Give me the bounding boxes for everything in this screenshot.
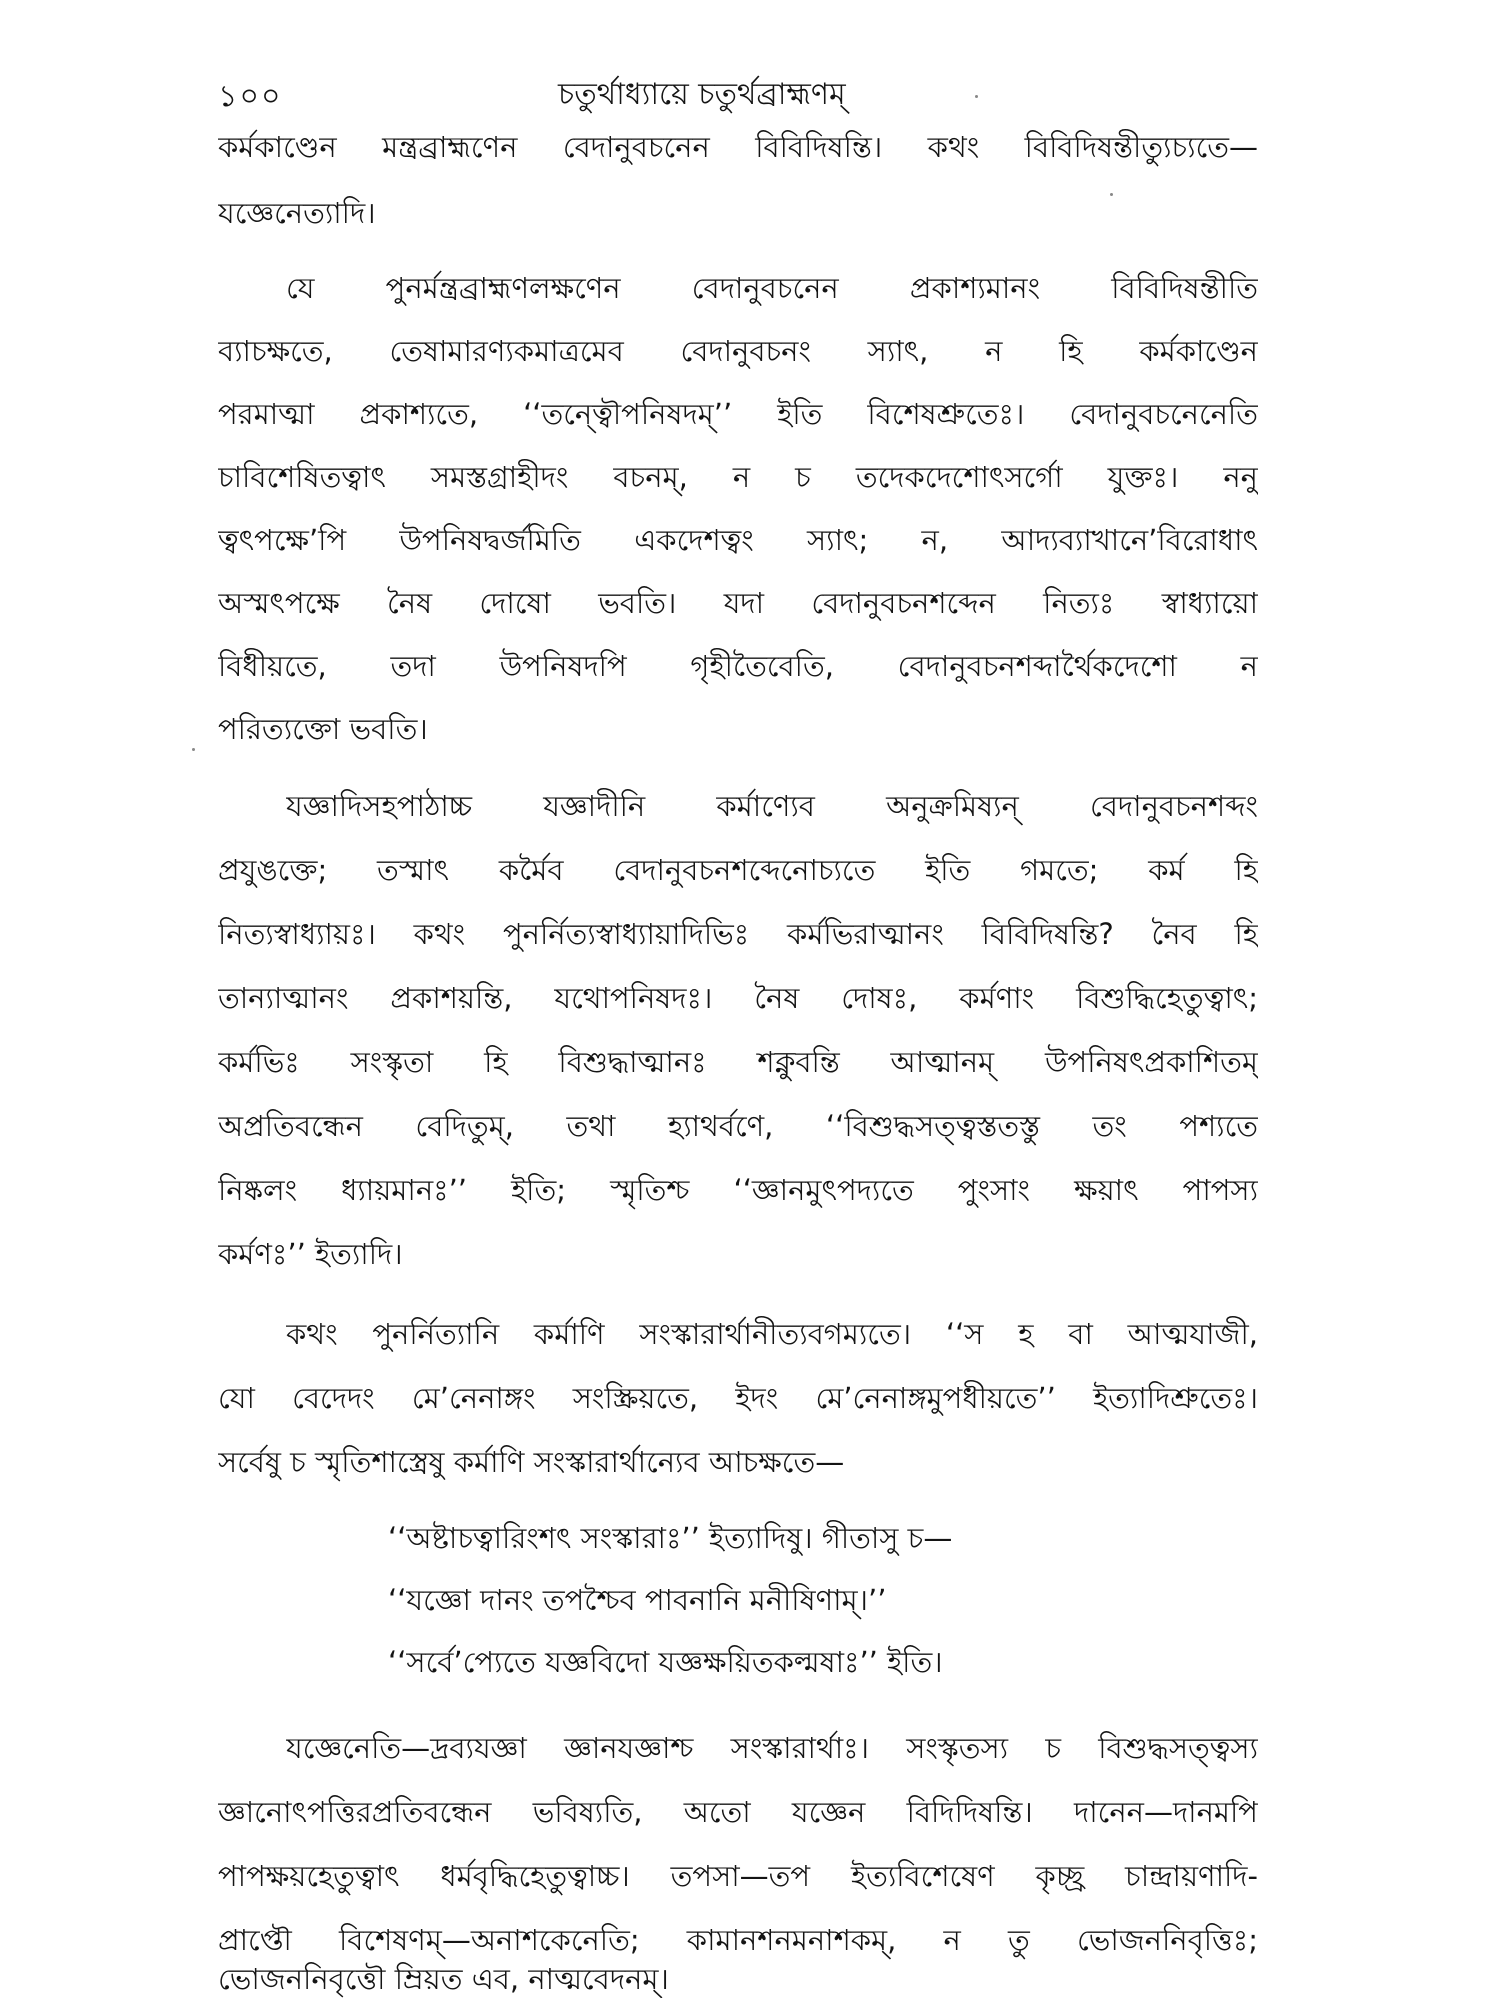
page-header (218, 62, 1258, 122)
paragraph-3-line: অপ্রতিবন্ধেন বেদিতুম্, তথা হ্যাথর্বণে, ‘‘বিশুদ্ধসত্ত্বস্ততস্তু তং পশ্যতে (218, 1109, 1258, 1143)
paragraph-4-line: সর্বেষু চ স্মৃতিশাস্ত্রেষু কর্মাণি সংস্কারার্থান্যেব আচক্ষতে— (218, 1445, 845, 1479)
paragraph-2-line: চাবিশেষিতত্বাৎ সমস্তগ্রাহীদং বচনম্, ন চ তদেকদেশোৎসর্গো যুক্তঃ। ননু (218, 460, 1258, 494)
paragraph-2-line: পরমাত্মা প্রকাশ্যতে, ‘‘তন্ত্বৌপনিষদম্’’ ইতি বিশেষশ্রুতেঃ। বেদানুবচনেনেতি (218, 397, 1258, 431)
paragraph-2-line: যে পুনর্মন্ত্রব্রাহ্মণলক্ষণেন বেদানুবচনেন প্রকাশ্যমানং বিবিদিষন্তীতি (286, 271, 1258, 305)
running-title: চতুর্থাধ্যায়ে চতুর্থব্রাহ্মণম্ (558, 77, 846, 112)
paragraph-2-line: বিধীয়তে, তদা উপনিষদপি গৃহীতৈবেতি, বেদানুবচনশব্দার্থৈকদেশো ন (218, 649, 1258, 683)
scan-speck (975, 95, 978, 98)
paragraph-2-line: পরিত্যক্তো ভবতি। (218, 712, 428, 746)
page-number: ১০০ (218, 79, 283, 114)
paragraph-5-line: প্রাপ্তৌ বিশেষণম্—অনাশকেনেতি; কামানশনমনাশকম্, ন তু ভোজননিবৃত্তিঃ; (218, 1923, 1258, 1957)
paragraph-4-line: যো বেদেদং মে’নেনাঙ্গং সংস্ক্রিয়তে, ইদং মে’নেনাঙ্গমুপধীয়তে’’ ইত্যাদিশ্রুতেঃ। (218, 1381, 1258, 1415)
paragraph-3-line: যজ্ঞাদিসহপাঠাচ্চ যজ্ঞাদীনি কর্মাণ্যেব অনুক্রমিষ্যন্ বেদানুবচনশব্দং (286, 789, 1258, 823)
paragraph-1-line: যজ্ঞেনেত্যাদি। (218, 196, 376, 230)
scan-speck (192, 748, 195, 751)
paragraph-5-line: পাপক্ষয়হেতুত্বাৎ ধর্মবৃদ্ধিহেতুত্বাচ্চ। তপসা—তপ ইত্যবিশেষেণ কৃচ্ছ্র চান্দ্রায়ণাদি- (218, 1859, 1258, 1893)
paragraph-3-line: তান্যাত্মানং প্রকাশয়ন্তি, যথোপনিষদঃ। নৈষ দোষঃ, কর্মণাং বিশুদ্ধিহেতুত্বাৎ; (218, 981, 1258, 1015)
paragraph-5-line: জ্ঞানোৎপত্তিরপ্রতিবন্ধেন ভবিষ্যতি, অতো যজ্ঞেন বিদিদিষন্তি। দানেন—দানমপি (218, 1795, 1258, 1829)
paragraph-3-line: কর্মভিঃ সংস্কৃতা হি বিশুদ্ধাত্মানঃ শক্নুবন্তি আত্মানম্ উপনিষৎপ্রকাশিতম্ (218, 1045, 1258, 1079)
paragraph-5-line: যজ্ঞেনেতি—দ্রব্যযজ্ঞা জ্ঞানযজ্ঞাশ্চ সংস্কারার্থাঃ। সংস্কৃতস্য চ বিশুদ্ধসত্ত্বস্য (286, 1731, 1258, 1765)
scan-speck (1110, 193, 1113, 196)
paragraph-3-line: কর্মণঃ’’ ইত্যাদি। (218, 1237, 403, 1271)
paragraph-3-line: প্রযুঙক্তে; তস্মাৎ কর্মৈব বেদানুবচনশব্দেনোচ্যতে ইতি গমতে; কর্ম হি (218, 853, 1258, 887)
paragraph-5-line: ভোজননিবৃত্তৌ ম্রিয়ত এব, নাত্মবেদনম্। (218, 1962, 669, 1996)
verse-line: ‘‘অষ্টাচত্বারিংশৎ সংস্কারাঃ’’ ইত্যাদিষু। গীতাসু চ— (388, 1521, 953, 1555)
paragraph-1-line: কর্মকাণ্ডেন মন্ত্রব্রাহ্মণেন বেদানুবচনেন বিবিদিষন্তি। কথং বিবিদিষন্তীত্যুচ্যতে— (218, 130, 1258, 164)
verse-line: ‘‘যজ্ঞো দানং তপশ্চৈব পাবনানি মনীষিণাম্।’’ (388, 1583, 887, 1617)
paragraph-2-line: ত্বৎপক্ষে’পি উপনিষদ্বর্জমিতি একদেশত্বং স্যাৎ; ন, আদ্যব্যাখানে’বিরোধাৎ (218, 523, 1258, 557)
paragraph-2-line: অস্মৎপক্ষে নৈষ দোষো ভবতি। যদা বেদানুবচনশব্দেন নিত্যঃ স্বাধ্যায়ো (218, 586, 1258, 620)
verse-line: ‘‘সর্বে’প্যেতে যজ্ঞবিদো যজ্ঞক্ষয়িতকল্মষাঃ’’ ইতি। (388, 1645, 943, 1679)
paragraph-3-line: নিষ্কলং ধ্যায়মানঃ’’ ইতি; স্মৃতিশ্চ ‘‘জ্ঞানমুৎপদ্যতে পুংসাং ক্ষয়াৎ পাপস্য (218, 1173, 1258, 1207)
paragraph-3-line: নিত্যস্বাধ্যায়ঃ। কথং পুনর্নিত্যস্বাধ্যায়াদিভিঃ কর্মভিরাত্মানং বিবিদিষন্তি? নৈব হি (218, 917, 1258, 951)
paragraph-4-line: কথং পুনর্নিত্যানি কর্মাণি সংস্কারার্থানীত্যবগম্যতে। ‘‘স হ বা আত্মযাজী, (286, 1317, 1258, 1351)
paragraph-2-line: ব্যাচক্ষতে, তেষামারণ্যকমাত্রমেব বেদানুবচনং স্যাৎ, ন হি কর্মকাণ্ডেন (218, 334, 1258, 368)
